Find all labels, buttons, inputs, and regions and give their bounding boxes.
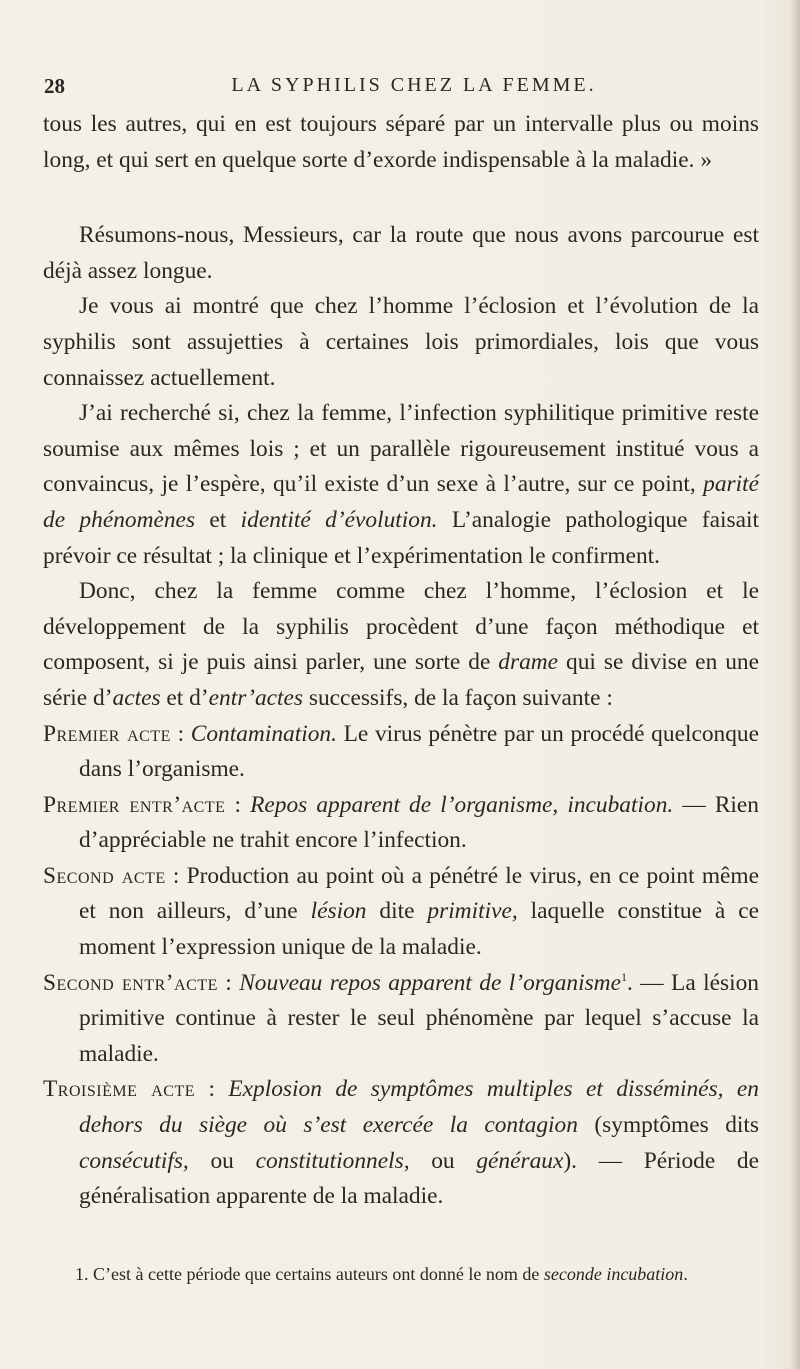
emphasis: parité de phénomènes <box>43 471 759 533</box>
text-run: : <box>195 1076 229 1103</box>
emphasis: constitutionnels, <box>255 1147 410 1174</box>
entracte-2 <box>43 966 759 1073</box>
emphasis: primitive, <box>427 898 518 925</box>
act-title: Nouveau repos apparent de l’organisme <box>239 969 621 996</box>
act-title: Explosion de symptômes multiples et disséminés, en dehors du siège où s’est exercée la contagion <box>79 1076 759 1139</box>
text-run: ou <box>409 1147 477 1174</box>
emphasis: drame <box>498 649 559 676</box>
emphasis: lésion <box>310 898 367 925</box>
paragraph-2: Résumons-nous, Messieurs, car la route que nous avons parcourue est déjà assez longue. <box>43 222 759 284</box>
footnote-mark: 1 <box>620 969 627 984</box>
text-run: et <box>195 506 241 533</box>
text-run: J’ai recherché si, chez la femme, l’infection syphilitique primitive reste soumise aux mêmes lois ; et un parallèle rigoureusement institué vous a convaincus, je l’espère, qu’il existe d’un sexe à l’autre, sur ce point, <box>43 400 759 498</box>
emphasis: consécutifs, <box>79 1147 189 1174</box>
act-label: Troisième acte <box>43 1076 196 1103</box>
text-run: laquelle constitue à ce moment l’expression unique de la maladie. <box>79 898 759 961</box>
emphasis: généraux <box>476 1147 564 1174</box>
act-label: Premier acte <box>43 720 171 747</box>
act-label: Second acte <box>43 862 166 889</box>
text-run: qui se divise en une série d’ <box>43 649 759 711</box>
paragraph-gap <box>43 178 759 218</box>
emphasis: actes <box>112 684 161 711</box>
act-1 <box>43 717 759 788</box>
text-run: Donc, chez la femme comme chez l’homme, l’éclosion et le développement de la syphilis procèdent d’une façon méthodique et composent, si je puis ainsi parler, une sorte de <box>43 578 759 676</box>
text-run: : <box>217 969 240 996</box>
paragraph-5 <box>43 574 759 716</box>
text-run: : <box>225 791 251 818</box>
text-run: dite <box>366 898 428 925</box>
act-3 <box>43 1072 759 1214</box>
entracte-1 <box>43 788 759 859</box>
text-run: . <box>683 1264 688 1284</box>
text-run: (symptômes dits <box>577 1112 759 1139</box>
act-title: Contamination. <box>190 720 337 747</box>
act-2 <box>43 859 759 966</box>
text-run: : <box>170 720 191 747</box>
text-run: C’est à cette période que certains auteurs ont donné le nom de <box>88 1264 544 1284</box>
text-run: — Rien d’appréciable ne trahit encore l’infection. <box>79 791 759 854</box>
text-run: ). — Période de généralisation apparente de la maladie. <box>79 1147 759 1210</box>
act-label: Second entr’acte <box>43 969 218 996</box>
running-title: LA SYPHILIS CHEZ LA FEMME. <box>231 74 597 96</box>
emphasis: identité d’évolution. <box>240 506 438 533</box>
body-text <box>43 107 759 1215</box>
footnote-number: 1. <box>75 1264 89 1284</box>
text-run: et d’ <box>160 684 209 711</box>
page-header <box>44 72 754 106</box>
text-run: : <box>165 862 187 889</box>
act-label: Premier entr’acte <box>43 791 226 818</box>
text-run: . — La lésion primitive continue à rester le seul phénomène par lequel s’accuse la maladie. <box>79 969 759 1067</box>
page-edge <box>790 0 800 1369</box>
text-run: Le virus pénètre par un procédé quelconque dans l’organisme. <box>79 720 759 783</box>
emphasis: entr’actes <box>208 684 304 711</box>
text-run: Production au point où a pénétré le virus, en ce point même et non ailleurs, d’une <box>79 862 759 925</box>
paragraph-1: tous les autres, qui en est toujours séparé par un intervalle plus ou moins long, et qui sert en quelque sorte d’exorde indispensable à la maladie. » <box>43 111 759 173</box>
text-run: L’analogie pathologique faisait prévoir ce résultat ; la clinique et l’expérimentation le confirment. <box>43 506 760 569</box>
footnote <box>43 1260 759 1288</box>
paragraph-3: Je vous ai montré que chez l’homme l’éclosion et l’évolution de la syphilis sont assujetties à certaines lois primordiales, lois que vous connaissez actuellement. <box>43 293 759 391</box>
act-title: Repos apparent de l’organisme, incubation. <box>250 791 674 818</box>
text-run: ou <box>188 1147 256 1174</box>
emphasis: seconde incubation <box>543 1264 684 1284</box>
page-number: 28 <box>44 74 65 98</box>
paragraph-4 <box>43 396 759 574</box>
text-run: successifs, de la façon suivante : <box>303 684 613 711</box>
